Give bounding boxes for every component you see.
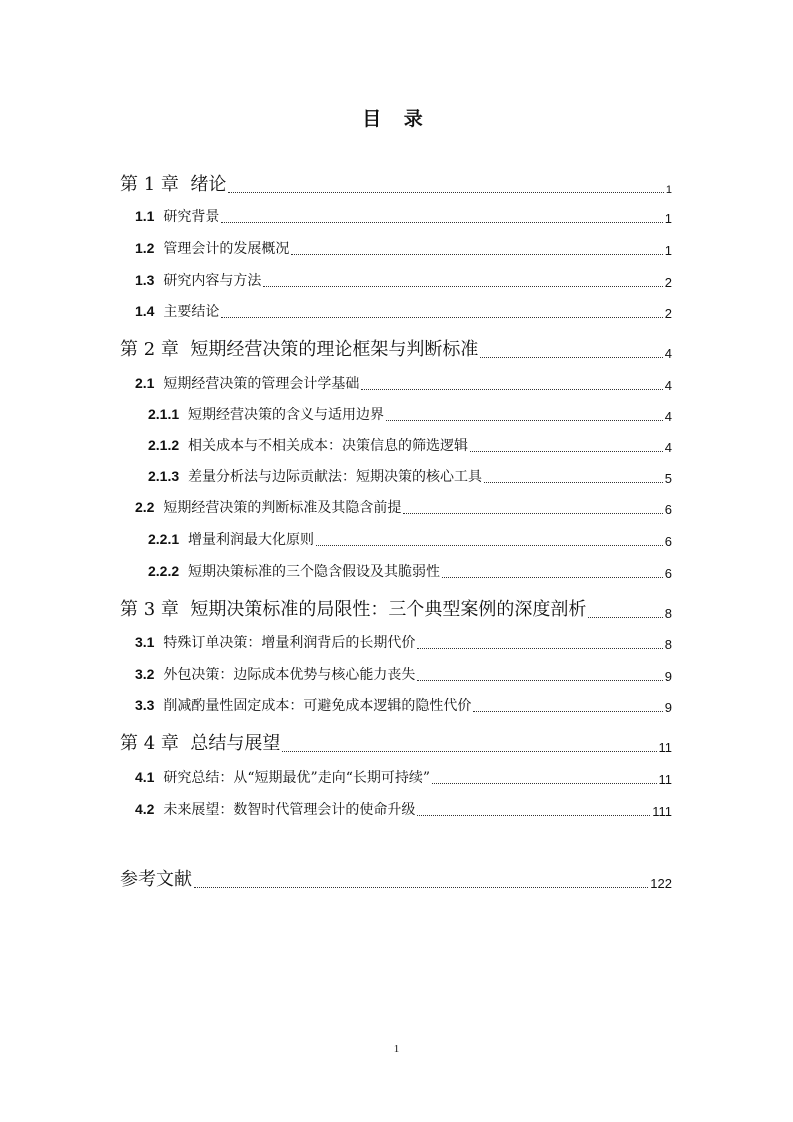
toc-entry-text: 短期经营决策的判断标准及其隐含前提	[163, 500, 402, 516]
dot-leader	[473, 710, 662, 712]
toc-entry-page: 6	[664, 502, 672, 517]
toc-entry[interactable]	[135, 206, 672, 226]
toc-entry[interactable]	[135, 767, 672, 787]
toc-entry-page: 4	[664, 409, 672, 424]
toc-entry-text: 短期经营决策的理论框架与判断标准	[190, 339, 479, 360]
dot-leader	[588, 616, 662, 618]
toc-entry-page: 2	[664, 306, 672, 321]
toc-entry-text: 参考文献	[120, 869, 192, 890]
toc-entry-references[interactable]	[120, 865, 672, 891]
toc-entry-text: 相关成本与不相关成本：决策信息的筛选逻辑	[188, 438, 469, 454]
toc-entry-page: 6	[664, 534, 672, 549]
toc-entry-text: 研究背景	[163, 209, 220, 225]
toc-entry-page: 11	[658, 740, 672, 755]
toc-entry-number: 2.1.3	[148, 468, 180, 484]
toc-entry-page: 4	[664, 440, 672, 455]
toc-entry-number: 1.2	[135, 240, 155, 256]
toc-entry-page: 1	[664, 243, 672, 258]
toc-entry[interactable]	[148, 529, 672, 549]
page-number: 1	[393, 1043, 400, 1055]
toc-entry-page: 4	[664, 346, 672, 361]
dot-leader	[361, 388, 662, 390]
toc-entry-page: 122	[650, 876, 672, 891]
toc-entry-text: 研究总结：从“短期最优”走向“长期可持续”	[163, 770, 431, 786]
toc-entry-number: 第 1 章	[120, 174, 179, 195]
toc-entry-page: 4	[664, 378, 672, 393]
dot-leader	[194, 886, 648, 888]
toc-entry-number: 第 3 章	[120, 599, 179, 620]
dot-leader	[417, 647, 662, 649]
toc-entry-page: 111	[652, 804, 672, 819]
toc-entry-text: 削减酌量性固定成本：可避免成本逻辑的隐性代价	[163, 698, 472, 714]
toc-entry[interactable]	[148, 561, 672, 581]
toc-entry-text: 短期经营决策的含义与适用边界	[188, 407, 385, 423]
toc-entry-number: 1.1	[135, 208, 155, 224]
dot-leader	[480, 356, 662, 358]
toc-entry-number: 2.1.1	[148, 406, 180, 422]
toc-entry-number: 2.2.2	[148, 563, 180, 579]
toc-entry-page: 8	[664, 606, 672, 621]
toc-entry-page: 5	[664, 471, 672, 486]
toc-entry-text: 主要结论	[163, 304, 220, 320]
toc-entry-number: 4.2	[135, 801, 155, 817]
toc-entry-text: 总结与展望	[190, 733, 281, 754]
toc-entry-page: 9	[664, 700, 672, 715]
toc-entry[interactable]	[120, 335, 672, 361]
toc-entry-page: 1	[665, 184, 672, 196]
toc-entry-number: 2.2.1	[148, 531, 180, 547]
dot-leader	[417, 679, 662, 681]
toc-entry-text: 特殊订单决策：增量利润背后的长期代价	[163, 635, 416, 651]
toc-entry[interactable]	[135, 695, 672, 715]
toc-entry-text: 研究内容与方法	[163, 273, 262, 289]
dot-leader	[386, 419, 663, 421]
toc-entry-number: 2.1.2	[148, 437, 180, 453]
dot-leader	[221, 316, 662, 318]
toc-entry-text: 绪论	[190, 174, 227, 195]
toc-entry-page: 11	[658, 772, 672, 787]
toc-title: 目 录	[362, 108, 431, 130]
dot-leader	[228, 191, 664, 193]
dot-leader	[316, 544, 663, 546]
toc-entry[interactable]	[120, 170, 672, 196]
toc-entry-page: 9	[664, 669, 672, 684]
toc-entry[interactable]	[148, 435, 672, 455]
toc-entry-text: 差量分析法与边际贡献法：短期决策的核心工具	[188, 469, 483, 485]
toc-entry[interactable]	[120, 595, 672, 621]
toc-entry-text: 增量利润最大化原则	[188, 532, 315, 548]
toc-entry[interactable]	[148, 466, 672, 486]
toc-entry-number: 第 2 章	[120, 339, 179, 360]
dot-leader	[403, 512, 662, 514]
toc-entry-text: 外包决策：边际成本优势与核心能力丧失	[163, 667, 416, 683]
dot-leader	[291, 253, 662, 255]
dot-leader	[432, 782, 656, 784]
toc-entry-number: 4.1	[135, 769, 155, 785]
toc-entry-number: 2.2	[135, 499, 155, 515]
toc-entry-number: 1.4	[135, 303, 155, 319]
dot-leader	[470, 450, 663, 452]
dot-leader	[263, 285, 662, 287]
toc-entry-number: 3.3	[135, 697, 155, 713]
toc-entry-number: 2.1	[135, 375, 155, 391]
toc-entry-number: 3.2	[135, 666, 155, 682]
toc-entry[interactable]	[135, 664, 672, 684]
toc-entry[interactable]	[120, 729, 672, 755]
toc-entry[interactable]	[135, 270, 672, 290]
toc-entry-number: 第 4 章	[120, 733, 179, 754]
toc-entry-text: 未来展望：数智时代管理会计的使命升级	[163, 802, 416, 818]
toc-entry-page: 1	[664, 211, 672, 226]
toc-entry-text: 短期经营决策的管理会计学基础	[163, 376, 360, 392]
toc-entry[interactable]	[148, 404, 672, 424]
toc-entry[interactable]	[135, 238, 672, 258]
toc-entry-page: 6	[664, 566, 672, 581]
toc-entry-number: 1.3	[135, 272, 155, 288]
toc-entry-page: 8	[664, 637, 672, 652]
toc-entry[interactable]	[135, 799, 672, 819]
dot-leader	[221, 221, 662, 223]
toc-entry-text: 短期决策标准的局限性：三个典型案例的深度剖析	[190, 599, 587, 620]
toc-entry[interactable]	[135, 301, 672, 321]
toc-entry[interactable]	[135, 497, 672, 517]
toc-entry-text: 短期决策标准的三个隐含假设及其脆弱性	[188, 564, 441, 580]
toc-entry-number: 3.1	[135, 634, 155, 650]
toc-entry-page: 2	[664, 275, 672, 290]
dot-leader	[442, 576, 663, 578]
dot-leader	[484, 481, 663, 483]
toc-entry[interactable]	[135, 373, 672, 393]
toc-entry-text: 管理会计的发展概况	[163, 241, 290, 257]
dot-leader	[417, 814, 650, 816]
dot-leader	[282, 750, 656, 752]
toc-entry[interactable]	[135, 632, 672, 652]
